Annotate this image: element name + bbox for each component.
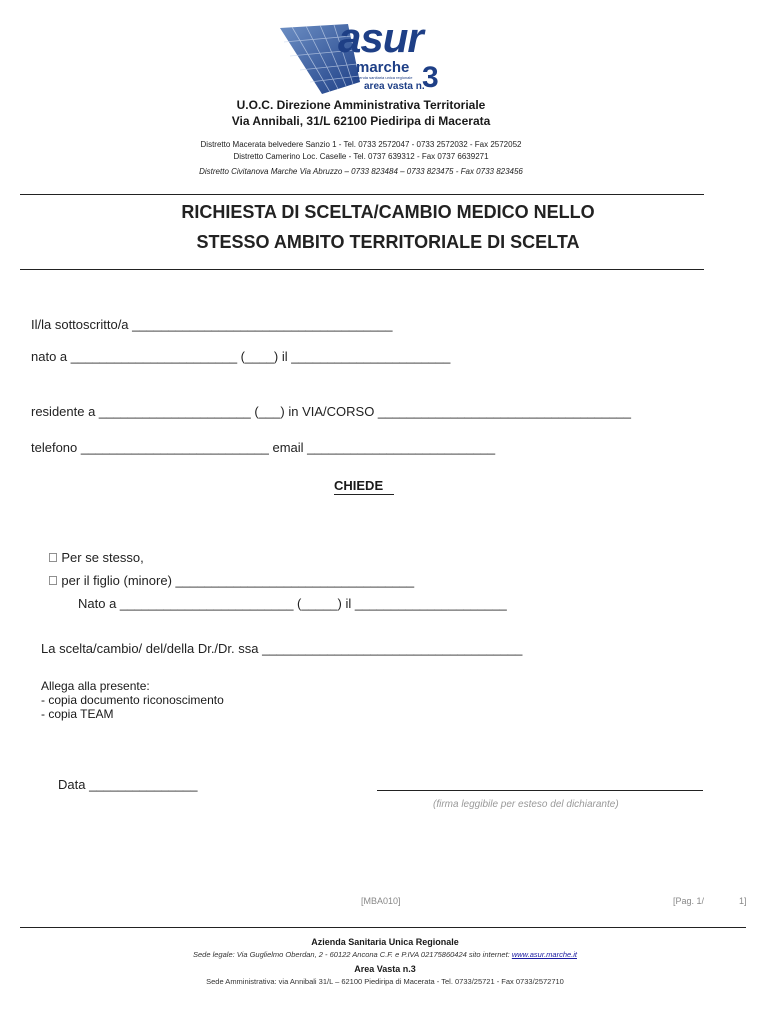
signature-line[interactable]	[377, 790, 703, 791]
footer-site-link[interactable]: www.asur.marche.it	[511, 950, 577, 959]
asur-logo	[278, 14, 440, 96]
logo-number: 3	[422, 61, 439, 94]
allega-team: - copia TEAM	[41, 707, 114, 721]
field-data[interactable]: Data _______________	[58, 777, 198, 792]
field-scelta-medico[interactable]: La scelta/cambio/ del/della Dr./Dr. ssa ____________________________________	[41, 641, 523, 656]
district-civitanova: Distretto Civitanova Marche Via Abruzzo – 0733 823484 – 0733 823475 - Fax 0733 823456	[199, 167, 523, 176]
field-nato-figlio[interactable]: Nato a ________________________ (_____) il _____________________	[78, 596, 507, 611]
footer-area: Area Vasta n.3	[354, 964, 416, 974]
field-nato[interactable]: nato a _______________________ (____) il ______________________	[31, 349, 451, 364]
option-per-il-figlio[interactable]: per il figlio (minore) _________________________________	[48, 573, 401, 588]
allega-documento: - copia documento riconoscimento	[41, 693, 224, 707]
title-line-2: STESSO AMBITO TERRITORIALE DI SCELTA	[196, 232, 580, 252]
footer-sede-legale-text: Sede legale: Via Guglielmo Oberdan, 2 - 60122 Ancona C.F. e P.IVA 02175860424 sito internet:	[193, 950, 512, 959]
footer-org: Azienda Sanitaria Unica Regionale	[311, 937, 459, 947]
header-org: U.O.C. Direzione Amministrativa Territoriale	[236, 98, 486, 112]
chiede-underline	[334, 494, 394, 495]
top-rule	[20, 194, 704, 195]
field-sottoscritto[interactable]: Il/la sottoscritto/a ____________________________________	[31, 317, 393, 332]
field-residente[interactable]: residente a _____________________ (___) in VIA/CORSO ___________________________________	[31, 404, 631, 419]
signature-note: (firma leggibile per esteso del dichiarante)	[433, 799, 619, 810]
title-rule	[20, 269, 704, 270]
title-line-1: RICHIESTA DI SCELTA/CAMBIO MEDICO NELLO	[181, 202, 595, 222]
district-macerata: Distretto Macerata belvedere Sanzio 1 - Tel. 0733 2572047 - 0733 2572032 - Fax 2572052	[200, 140, 522, 149]
chiede-heading: CHIEDE	[334, 478, 384, 493]
page-number: [Pag. 1/	[673, 896, 705, 906]
header-address: Via Annibali, 31/L 62100 Piediripa di Macerata	[231, 114, 491, 128]
logo-small-text: azienda sanitaria unica regionale	[354, 75, 413, 80]
field-telefono-email[interactable]: telefono __________________________ email __________________________	[31, 440, 496, 455]
option-per-se-stesso[interactable]: Per se stesso,	[48, 550, 131, 565]
footer-rule	[20, 927, 746, 928]
page-number-end: 1]	[739, 896, 747, 906]
allega-title: Allega alla presente:	[41, 679, 150, 693]
logo-area: area vasta n.	[364, 81, 425, 92]
logo-wordmark: asur	[338, 14, 423, 61]
district-camerino: Distretto Camerino Loc. Caselle - Tel. 0737 639312 - Fax 0737 6639271	[233, 152, 489, 161]
logo-marche: marche	[356, 59, 410, 76]
footer-sede-legale	[0, 949, 770, 961]
form-code: [MBA010]	[361, 896, 401, 906]
footer-sede-amm: Sede Amministrativa: via Annibali 31/L – 62100 Piediripa di Macerata - Tel. 0733/25721 - Fax 0733/2572710	[206, 977, 564, 986]
